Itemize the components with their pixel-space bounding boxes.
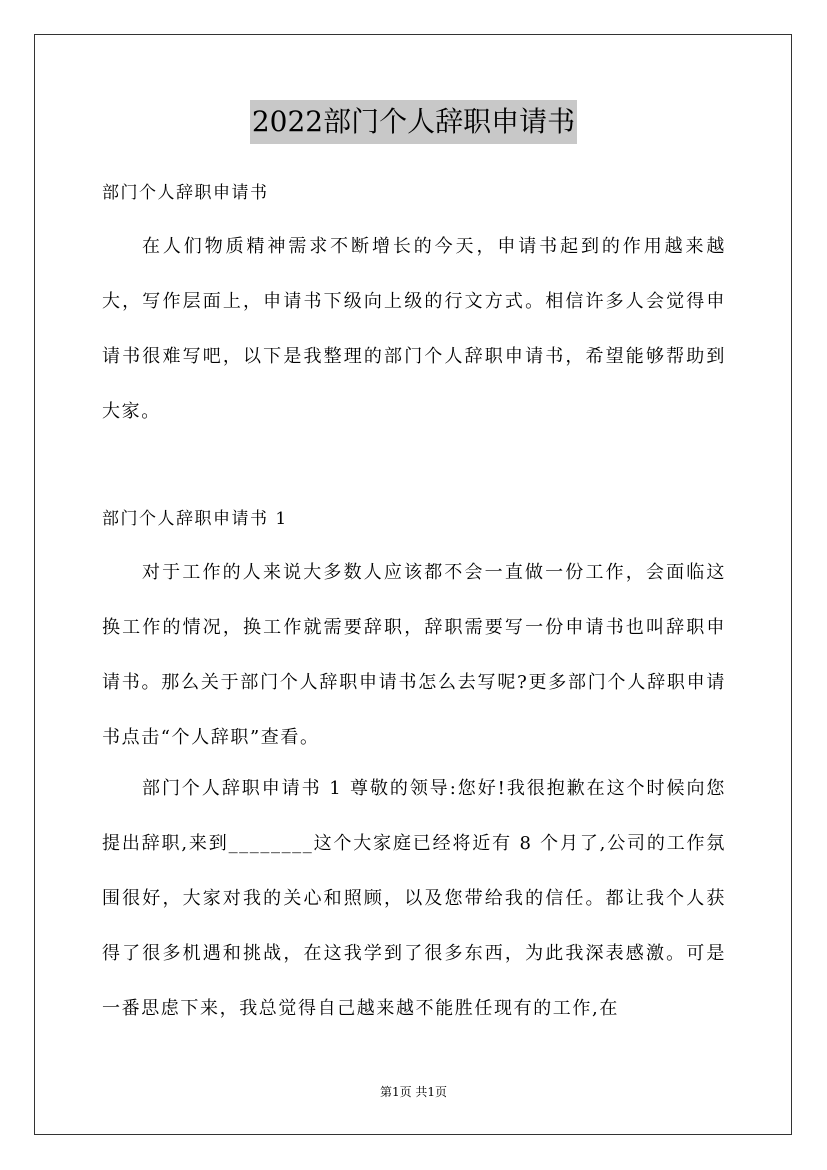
document-title: 2022部门个人辞职申请书 (250, 100, 577, 144)
page-footer: 第1页 共1页 (379, 1085, 448, 1099)
intro-paragraph: 在人们物质精神需求不断增长的今天，申请书起到的作用越来越大，写作层面上，申请书下级向上级的行文方式。相信许多人会觉得申请书很难写吧，以下是我整理的部门个人辞职申请书，希望能够帮助到大家。 (102, 236, 726, 422)
intro-heading: 部门个人辞职申请书 (102, 183, 269, 203)
title-container (0, 100, 827, 144)
section-heading-1: 部门个人辞职申请书 1 (102, 509, 288, 529)
letter-paragraph: 部门个人辞职申请书 1 尊敬的领导:您好!我很抱歉在这个时候向您提出辞职,来到________这个大家庭已经将近有 8 个月了,公司的工作氛围很好，大家对我的关心和照顾，以及您带给我的信任。都让我个人获得了很多机遇和挑战，在这我学到了很多东西，为此我深表感激。可是一番思虑下来，我总觉得自己越来越不能胜任现有的工作,在 (102, 778, 726, 1019)
section-1-paragraph: 对于工作的人来说大多数人应该都不会一直做一份工作，会面临这换工作的情况，换工作就需要辞职，辞职需要写一份申请书也叫辞职申请书。那么关于部门个人辞职申请书怎么去写呢?更多部门个人辞职申请书点击“个人辞职”查看。 (102, 562, 726, 748)
